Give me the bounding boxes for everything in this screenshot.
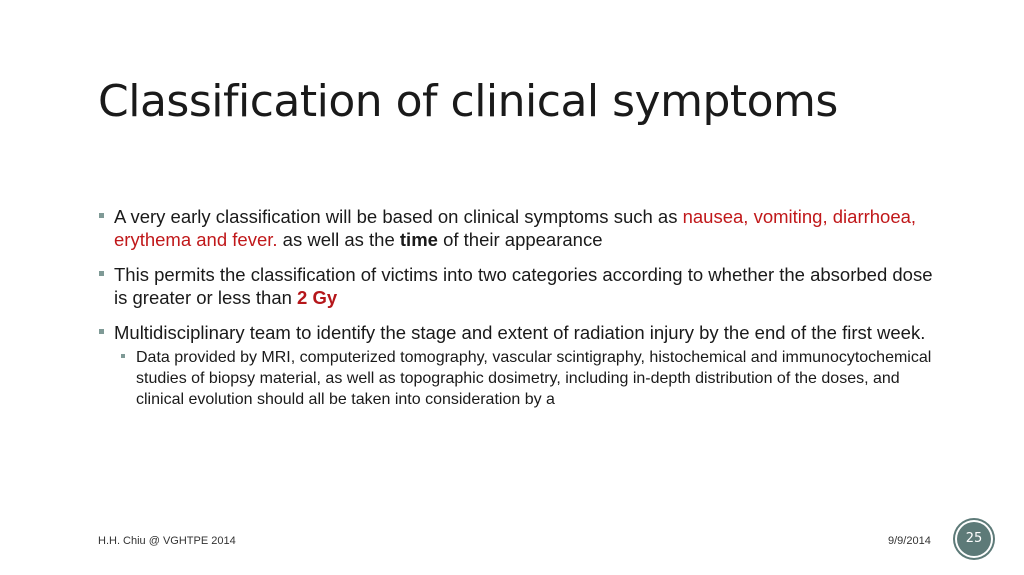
footer-author: H.H. Chiu @ VGHTPE 2014	[98, 535, 236, 547]
bullet-marker	[99, 271, 104, 276]
bullet-list	[98, 205, 938, 410]
bullet-text: A very early classification will be based on clinical symptoms such as	[114, 206, 683, 227]
bullet-marker	[99, 213, 104, 218]
bullet-item-dose-classification	[98, 263, 938, 309]
sub-bullet-text: Data provided by MRI, computerized tomography, vascular scintigraphy, histochemical and immunocytochemical studies of biopsy material, as well as topographic dosimetry, including in-depth distribution of the doses, and clinical evolution should all be taken into consideration by a	[136, 349, 932, 408]
sub-bullet-marker	[121, 354, 125, 358]
bullet-text: of their appearance	[437, 229, 603, 250]
page-number-badge: 25	[957, 522, 991, 556]
footer-date: 9/9/2014	[888, 535, 931, 547]
bullet-item-multidisciplinary-team	[98, 321, 938, 344]
bullet-marker	[99, 329, 104, 334]
dose-threshold-highlight: 2 Gy	[297, 287, 338, 308]
bullet-text: as well as the	[277, 229, 400, 250]
bullet-text: This permits the classification of victims into two categories according to whether the absorbed dose is greater or less than	[114, 264, 933, 308]
bullet-item-early-classification	[98, 205, 938, 251]
slide-title: Classification of clinical symptoms	[98, 76, 838, 127]
bullet-text: Multidisciplinary team to identify the stage and extent of radiation injury by the end of the first week.	[114, 322, 926, 343]
sub-bullet-item-data-sources	[98, 347, 938, 410]
symptoms-highlight: nausea, vomiting, diarrhoea, erythema and fever.	[114, 206, 917, 250]
time-emphasis: time	[399, 229, 438, 250]
